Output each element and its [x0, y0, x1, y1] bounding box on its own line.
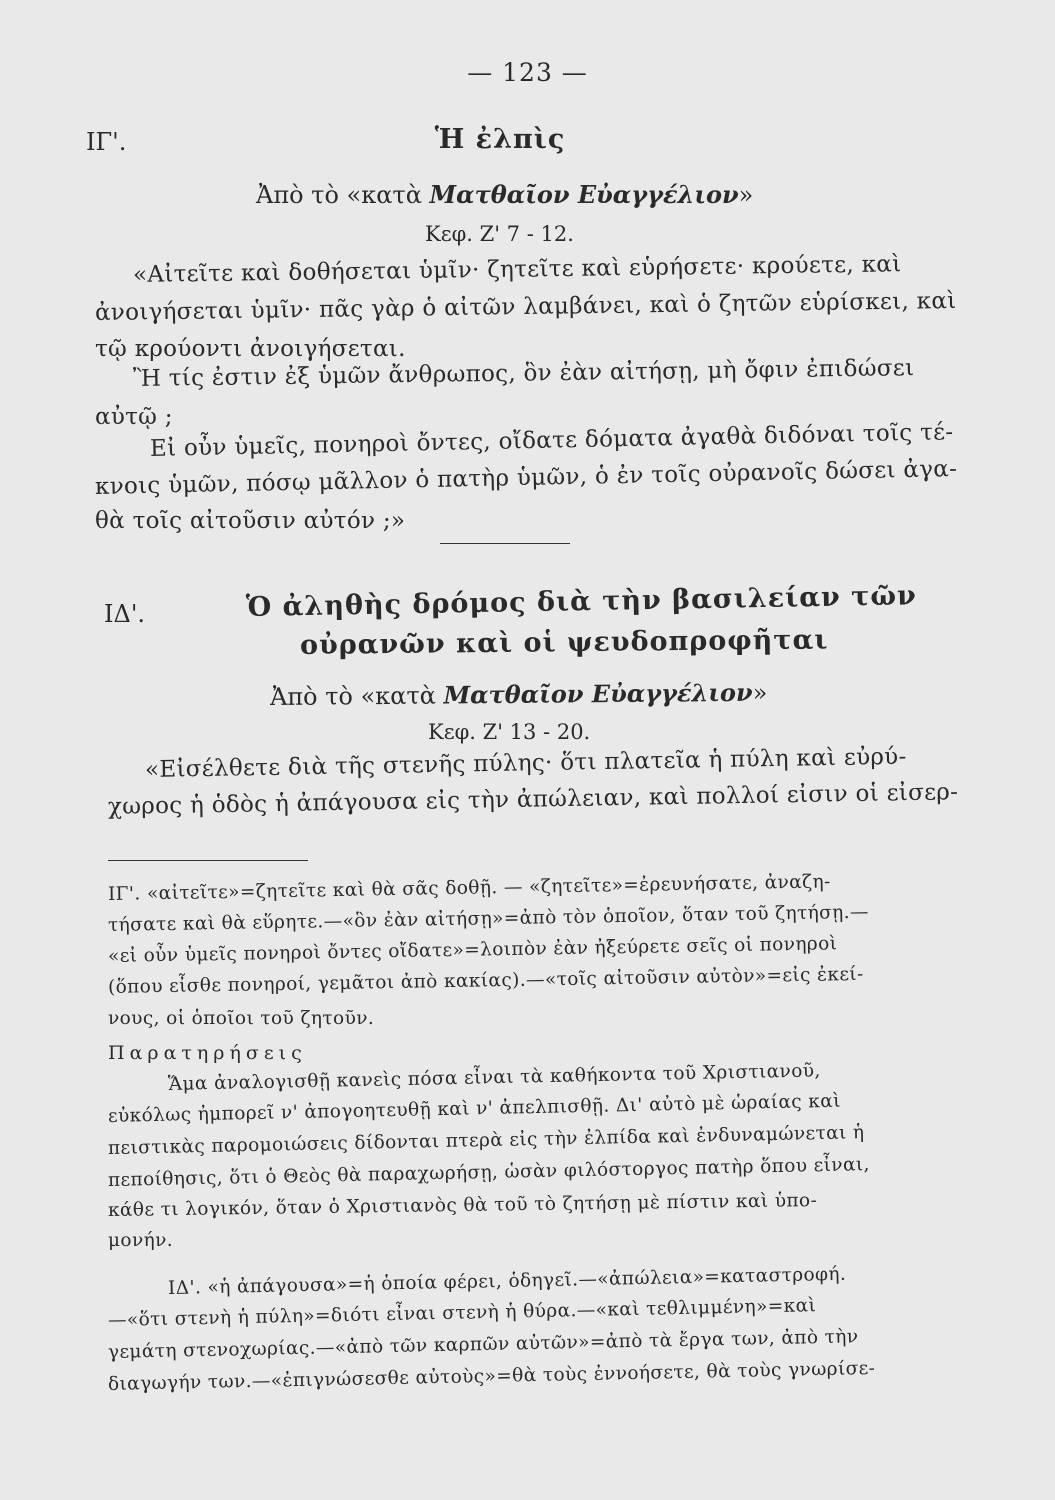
page-number: — 123 —	[467, 58, 588, 87]
remarks-line: μονήν.	[108, 1230, 174, 1251]
body-line: κνοις ὑμῶν, πόσῳ μᾶλλον ὁ πατὴρ ὑμῶν, ὁ ἐν τοῖς οὐρανοῖς δώσει ἀγα-	[94, 455, 958, 500]
body-line: θὰ τοῖς αἰτοῦσιν αὐτόν ;»	[95, 508, 406, 534]
section-14-source	[270, 678, 768, 711]
section-14-title-line-2: οὐρανῶν καὶ οἱ ψευδοπροφῆται	[299, 624, 829, 661]
body-line: «Εἰσέλθετε διὰ τῆς στενῆς πύλης· ὅτι πλατεῖα ἡ πύλη καὶ εὐρύ-	[144, 743, 907, 783]
section-13-source	[256, 180, 753, 209]
section-divider	[440, 543, 570, 544]
body-line: ἀνοιγήσεται ὑμῖν· πᾶς γὰρ ὁ αἰτῶν λαμβάνει, καὶ ὁ ζητῶν εὑρίσκει, καὶ	[94, 287, 957, 326]
footnote-line: «εἰ οὖν ὑμεῖς πονηροὶ ὄντες οἴδατε»=λοιπὸν ἐὰν ἠξεύρετε σεῖς οἱ πονηροὶ	[107, 933, 838, 967]
remarks-line: Ἅμα ἀναλογισθῇ κανεὶς πόσα εἶναι τὰ καθήκοντα τοῦ Χριστιανοῦ,	[167, 1060, 821, 1095]
remarks-line: πειστικὰς παρομοιώσεις δίδονται πτερὰ εἰς τὴν ἐλπίδα καὶ ἐνδυναμώνεται ἡ	[107, 1122, 865, 1159]
footnote-line: γεμάτη στενοχωρίας.—«ἀπὸ τῶν καρπῶν αὐτῶν»=ἀπὸ τὰ ἔργα των, ἀπὸ τὴν	[107, 1326, 859, 1363]
footnote-line: —«ὅτι στενὴ ἡ πύλη»=διότι εἶναι στενὴ ἡ θύρα.—«καὶ τεθλιμμένη»=καὶ	[107, 1295, 817, 1331]
body-line: αὐτῷ ;	[95, 404, 173, 430]
body-line: τῷ κρούοντι ἀνοιγήσεται.	[95, 336, 406, 362]
footnote-line: τήσατε καὶ θὰ εὕρητε.—«ὃν ἐὰν αἰτήσῃ»=ἀπὸ τὸν ὁποῖον, ὅταν τοῦ ζητήσῃ.—	[107, 901, 870, 936]
source-suffix: »	[738, 181, 754, 209]
body-line: χωρος ἡ ὁδὸς ἡ ἀπάγουσα εἰς τὴν ἀπώλειαν, καὶ πολλοί εἰσιν οἱ εἰσερ-	[107, 779, 959, 820]
footnote-divider	[108, 860, 308, 861]
section-14-reference: Κεφ. Ζ' 13 - 20.	[428, 720, 591, 744]
body-line: Εἰ οὖν ὑμεῖς, πονηροὶ ὄντες, οἴδατε δόματα ἀγαθὰ διδόναι τοῖς τέ-	[149, 419, 954, 462]
source-prefix: Ἀπὸ τὸ «κατὰ	[269, 681, 444, 711]
section-14-number: ΙΔ'.	[104, 600, 146, 628]
remarks-heading: Παρατηρήσεις	[108, 1042, 307, 1064]
section-13-number: ΙΓ'.	[86, 128, 127, 156]
remarks-line: πεποίθησις, ὅτι ὁ Θεὸς θὰ παραχωρήσῃ, ὡσὰν φιλόστοργος πατὴρ ὅπου εἶναι,	[107, 1154, 871, 1191]
footnote-line: νους, οἱ ὁποῖοι τοῦ ζητοῦν.	[108, 1008, 375, 1029]
section-14-title-line-1: Ὁ ἀληθὴς δρόμος διὰ τὴν βασιλείαν τῶν	[245, 580, 917, 623]
footnote-line: (ὅπου εἶσθε πονηροί, γεμᾶτοι ἀπὸ κακίας).—«τοῖς αἰτοῦσιν αὐτὸν»=εἰς ἐκεί-	[107, 963, 864, 998]
source-work: Ματθαῖον Εὐαγγέλιον	[429, 180, 739, 209]
body-line: Ἢ τίς ἐστιν ἐξ ὑμῶν ἄνθρωπος, ὃν ἐὰν αἰτήσῃ, μὴ ὄφιν ἐπιδώσει	[132, 355, 915, 392]
source-prefix: Ἀπὸ τὸ «κατὰ	[256, 181, 430, 209]
source-suffix: »	[752, 678, 768, 707]
remarks-line: εὐκόλως ἠμπορεῖ ν' ἀπογοητευθῇ καὶ ν' ἀπελπισθῇ. Δι' αὐτὸ μὲ ὡραίας καὶ	[107, 1090, 842, 1127]
footnote-line: ΙΔ'. «ἡ ἀπάγουσα»=ἡ ὁποία φέρει, ὁδηγεῖ.—«ἀπώλεια»=καταστροφή.	[167, 1263, 847, 1299]
remarks-line: κάθε τι λογικόν, ὅταν ὁ Χριστιανὸς θὰ τοῦ τὸ ζητήσῃ μὲ πίστιν καὶ ὑπο-	[107, 1190, 818, 1221]
footnote-line: ΙΓ'. «αἰτεῖτε»=ζητεῖτε καὶ θὰ σᾶς δοθῇ. — «ζητεῖτε»=ἐρευνήσατε, ἀναζη-	[107, 871, 831, 905]
footnote-line: διαγωγήν των.—«ἐπιγνώσεσθε αὐτοὺς»=θὰ τοὺς ἐννοήσετε, θὰ τοὺς γνωρίσε-	[107, 1357, 876, 1395]
section-13-title: Ἡ ἐλπὶς	[434, 124, 566, 155]
section-13-reference: Κεφ. Ζ' 7 - 12.	[425, 222, 574, 246]
body-line: «Αἰτεῖτε καὶ δοθήσεται ὑμῖν· ζητεῖτε καὶ εὑρήσετε· κρούετε, καὶ	[132, 251, 902, 288]
source-work: Ματθαῖον Εὐαγγέλιον	[443, 677, 753, 710]
